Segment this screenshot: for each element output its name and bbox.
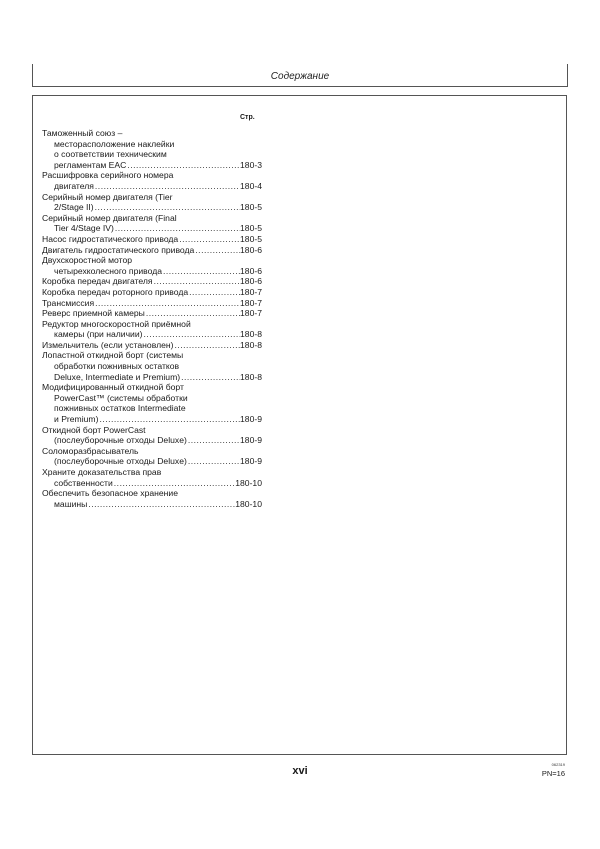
header-divider (32, 86, 568, 87)
toc-entry-text: Трансмиссия (42, 297, 95, 308)
toc-entry-page: 180-9 (240, 456, 262, 467)
toc-entry[interactable] (42, 234, 262, 245)
toc-entry-text: о соответствии техническим (54, 149, 167, 160)
toc-entry[interactable] (42, 213, 262, 234)
dot-leader (188, 435, 240, 446)
toc-entry-text: (послеуборочные отходы Deluxe) (54, 435, 187, 446)
toc-entry-page: 180-5 (240, 202, 262, 213)
dot-leader (95, 181, 240, 192)
toc-entry-text: Насос гидростатического привода (42, 233, 179, 244)
toc-entry-text: Модифицированный откидной борт (42, 382, 184, 393)
dot-leader (188, 456, 240, 467)
toc-entry[interactable] (42, 276, 262, 287)
toc-entry-page: 180-3 (240, 159, 262, 170)
dot-leader (88, 499, 235, 510)
toc-entry[interactable] (42, 245, 262, 256)
toc-entry-page: 180-4 (240, 180, 262, 191)
toc-entry[interactable] (42, 298, 262, 309)
toc-entry-page: 180-8 (240, 329, 262, 340)
dot-leader (174, 340, 240, 351)
toc-entry-text: четырехколесного привода (54, 265, 163, 276)
toc-entry-text: (послеуборочные отходы Deluxe) (54, 456, 187, 467)
pn-label: PN=16 (541, 769, 565, 778)
toc-entry[interactable] (42, 308, 262, 319)
toc-entry-text: регламентам EAC (54, 159, 127, 170)
table-of-contents (42, 128, 262, 509)
toc-entry-page: 180-6 (240, 276, 262, 287)
dot-leader (115, 223, 240, 234)
toc-entry[interactable] (42, 192, 262, 213)
header-title: Содержание (270, 71, 330, 82)
toc-entry[interactable] (42, 255, 262, 276)
toc-entry-text: камеры (при наличии) (54, 329, 143, 340)
toc-entry-page: 180-8 (240, 339, 262, 350)
toc-entry-text: Коробка передач двигателя (42, 276, 153, 287)
page-number: xvi (292, 765, 308, 777)
dot-leader (99, 414, 240, 425)
toc-entry-page: 180-8 (240, 371, 262, 382)
toc-entry[interactable] (42, 425, 262, 446)
toc-entry-page: 180-7 (240, 308, 262, 319)
toc-entry-text: пожнивных остатков Intermediate (54, 403, 186, 414)
toc-entry-text: собственности (54, 477, 113, 488)
dot-leader (154, 276, 240, 287)
toc-entry-text: Двигатель гидростатического привода (42, 244, 195, 255)
toc-entry[interactable] (42, 128, 262, 170)
toc-entry-text: Двухскоростной мотор (42, 255, 133, 266)
dot-leader (95, 202, 240, 213)
dot-leader (114, 478, 235, 489)
toc-entry-text: Tier 4/Stage IV) (54, 223, 114, 234)
toc-entry[interactable] (42, 467, 262, 488)
toc-entry-text: месторасположение наклейки (54, 138, 175, 149)
dot-leader (179, 234, 240, 245)
dot-leader (127, 160, 240, 171)
toc-entry-text: Расшифровка серийного номера (42, 170, 174, 181)
toc-entry-text: Храните доказательства прав (42, 467, 162, 477)
toc-entry-page: 180-6 (240, 265, 262, 276)
toc-entry-page: 180-6 (240, 244, 262, 255)
toc-entry-page: 180-10 (235, 477, 262, 488)
dot-leader (189, 287, 240, 298)
dot-leader (95, 298, 240, 309)
toc-entry-text: Серийный номер двигателя (Final (42, 212, 177, 223)
toc-entry-text: Откидной борт PowerCast (42, 424, 146, 435)
toc-entry-text: Редуктор многоскоростной приёмной (42, 318, 191, 329)
dot-leader (163, 266, 240, 277)
page-column-header: Стр. (240, 114, 255, 121)
dot-leader (181, 372, 240, 383)
dot-leader (195, 245, 240, 256)
dot-leader (144, 329, 240, 340)
toc-entry-text: и Premium) (54, 414, 99, 425)
toc-entry[interactable] (42, 170, 262, 191)
toc-entry-text: Таможенный союз – (42, 128, 123, 138)
toc-entry-page: 180-7 (240, 297, 262, 308)
toc-entry-text: обработки пожнивных остатков (54, 361, 180, 372)
toc-entry-text: PowerCast™ (системы обработки (54, 392, 188, 403)
toc-entry-text: машины (54, 498, 88, 509)
toc-entry-page: 180-7 (240, 286, 262, 297)
toc-entry-text: Реверс приемной камеры (42, 308, 145, 319)
dot-leader (146, 308, 240, 319)
toc-entry-page: 180-9 (240, 435, 262, 446)
toc-entry[interactable] (42, 350, 262, 382)
toc-entry[interactable] (42, 319, 262, 340)
toc-entry-text: двигателя (54, 180, 94, 191)
toc-entry-text: Обеспечить безопасное хранение (42, 488, 178, 499)
toc-entry-text: Серийный номер двигателя (Tier (42, 191, 173, 202)
toc-entry[interactable] (42, 488, 262, 509)
toc-entry-text: 2/Stage II) (54, 202, 94, 213)
toc-entry-text: Соломоразбрасыватель (42, 445, 139, 456)
toc-entry[interactable] (42, 340, 262, 351)
toc-entry-page: 180-5 (240, 233, 262, 244)
toc-entry-page: 180-10 (235, 498, 262, 509)
toc-entry-text: Deluxe, Intermediate и Premium) (54, 371, 181, 382)
toc-entry-text: Измельчитель (если установлен) (42, 339, 174, 350)
toc-entry[interactable] (42, 382, 262, 424)
toc-entry-text: Коробка передач роторного привода (42, 286, 189, 297)
toc-entry-page: 180-5 (240, 223, 262, 234)
toc-entry[interactable] (42, 287, 262, 298)
toc-entry-page: 180-9 (240, 414, 262, 425)
toc-entry-text: Лопастной откидной борт (системы (42, 350, 184, 361)
doc-code: 062319 (551, 762, 565, 767)
toc-entry[interactable] (42, 446, 262, 467)
